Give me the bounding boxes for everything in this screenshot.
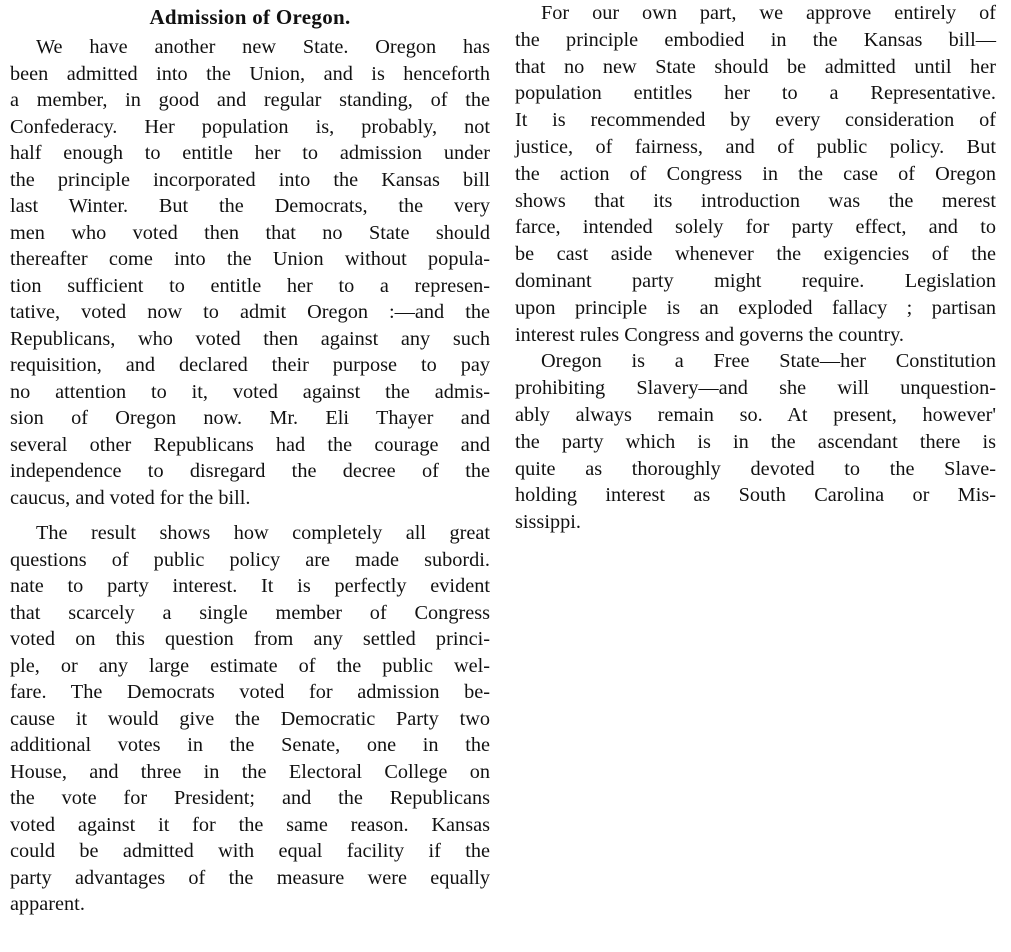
text-line: upon principle is an exploded fallacy ; partisan bbox=[515, 296, 996, 319]
text-line: no attention to it, voted against the admis- bbox=[10, 380, 490, 403]
text-line: nate to party interest. It is perfectly evident bbox=[10, 575, 490, 597]
text-line: Oregon is a Free State—her Constitution bbox=[541, 350, 996, 373]
text-line: ably always remain so. At present, however' bbox=[515, 403, 996, 426]
right-column bbox=[515, 0, 996, 536]
text-line: Republicans, who voted then against any such bbox=[10, 327, 490, 350]
text-line: several other Republicans had the courage and bbox=[10, 433, 490, 456]
paragraph-gap bbox=[10, 511, 490, 520]
text-line: requisition, and declared their purpose to pay bbox=[10, 354, 490, 376]
text-line: shows that its introduction was the merest bbox=[515, 189, 996, 212]
text-line: be cast aside whenever the exigencies of the bbox=[515, 243, 996, 266]
text-line: holding interest as South Carolina or Mis- bbox=[515, 484, 996, 507]
text-line: justice, of fairness, and of public policy. But bbox=[515, 135, 996, 158]
paragraph-3 bbox=[515, 0, 996, 348]
text-line: the vote for President; and the Republicans bbox=[10, 787, 490, 809]
paragraph-4 bbox=[515, 348, 996, 536]
text-line: population entitles her to a Representative. bbox=[515, 82, 996, 105]
text-line: prohibiting Slavery—and she will unquestion- bbox=[515, 377, 996, 400]
text-line: It is recommended by every consideration of bbox=[515, 109, 996, 132]
text-line: farce, intended solely for party effect, and to bbox=[515, 216, 996, 239]
text-line: tative, voted now to admit Oregon :—and the bbox=[10, 301, 490, 323]
text-line: tion sufficient to entitle her to a represen- bbox=[10, 274, 490, 297]
text-line: voted on this question from any settled princi- bbox=[10, 628, 490, 650]
text-line: the principle incorporated into the Kansas bill bbox=[10, 168, 490, 191]
text-line: cause it would give the Democratic Party two bbox=[10, 707, 490, 730]
text-line: the action of Congress in the case of Oregon bbox=[515, 162, 996, 185]
text-line: House, and three in the Electoral College on bbox=[10, 760, 490, 783]
text-line: additional votes in the Senate, one in the bbox=[10, 734, 490, 756]
text-line: a member, in good and regular standing, of the bbox=[10, 89, 490, 111]
text-line: party advantages of the measure were equally bbox=[10, 866, 490, 889]
article-headline: Admission of Oregon. bbox=[149, 5, 351, 29]
text-line: interest rules Congress and governs the country. bbox=[515, 323, 905, 346]
text-line: that no new State should be admitted until her bbox=[515, 55, 996, 78]
text-line: apparent. bbox=[10, 893, 85, 915]
text-line: the principle embodied in the Kansas bill— bbox=[515, 28, 996, 51]
text-line: dominant party might require. Legislation bbox=[515, 269, 996, 292]
text-line: The result shows how completely all great bbox=[36, 522, 490, 544]
text-line: fare. The Democrats voted for admission be- bbox=[10, 681, 490, 703]
text-line: We have another new State. Oregon has bbox=[36, 36, 490, 58]
paragraph-1 bbox=[10, 34, 490, 511]
text-line: that scarcely a single member of Congress bbox=[10, 601, 490, 624]
text-line: caucus, and voted for the bill. bbox=[10, 486, 251, 509]
text-line: questions of public policy are made subordi. bbox=[10, 548, 490, 571]
text-line: last Winter. But the Democrats, the very bbox=[10, 195, 490, 217]
text-line: sion of Oregon now. Mr. Eli Thayer and bbox=[10, 407, 490, 429]
text-line: Confederacy. Her population is, probably, not bbox=[10, 115, 490, 138]
text-line: For our own part, we approve entirely of bbox=[541, 2, 996, 24]
text-line: quite as thoroughly devoted to the Slave- bbox=[515, 457, 996, 480]
text-line: been admitted into the Union, and is henceforth bbox=[10, 62, 490, 85]
text-line: thereafter come into the Union without popula- bbox=[10, 248, 490, 270]
text-line: ple, or any large estimate of the public wel- bbox=[10, 654, 490, 677]
text-line: men who voted then that no State should bbox=[10, 221, 490, 244]
paragraph-2 bbox=[10, 520, 490, 918]
left-column bbox=[10, 0, 490, 918]
text-line: voted against it for the same reason. Kansas bbox=[10, 813, 490, 836]
text-line: half enough to entitle her to admission under bbox=[10, 142, 490, 164]
text-line: sissippi. bbox=[515, 511, 581, 534]
text-line: the party which is in the ascendant there is bbox=[515, 430, 996, 453]
text-line: independence to disregard the decree of the bbox=[10, 460, 490, 482]
text-line: could be admitted with equal facility if the bbox=[10, 840, 490, 862]
